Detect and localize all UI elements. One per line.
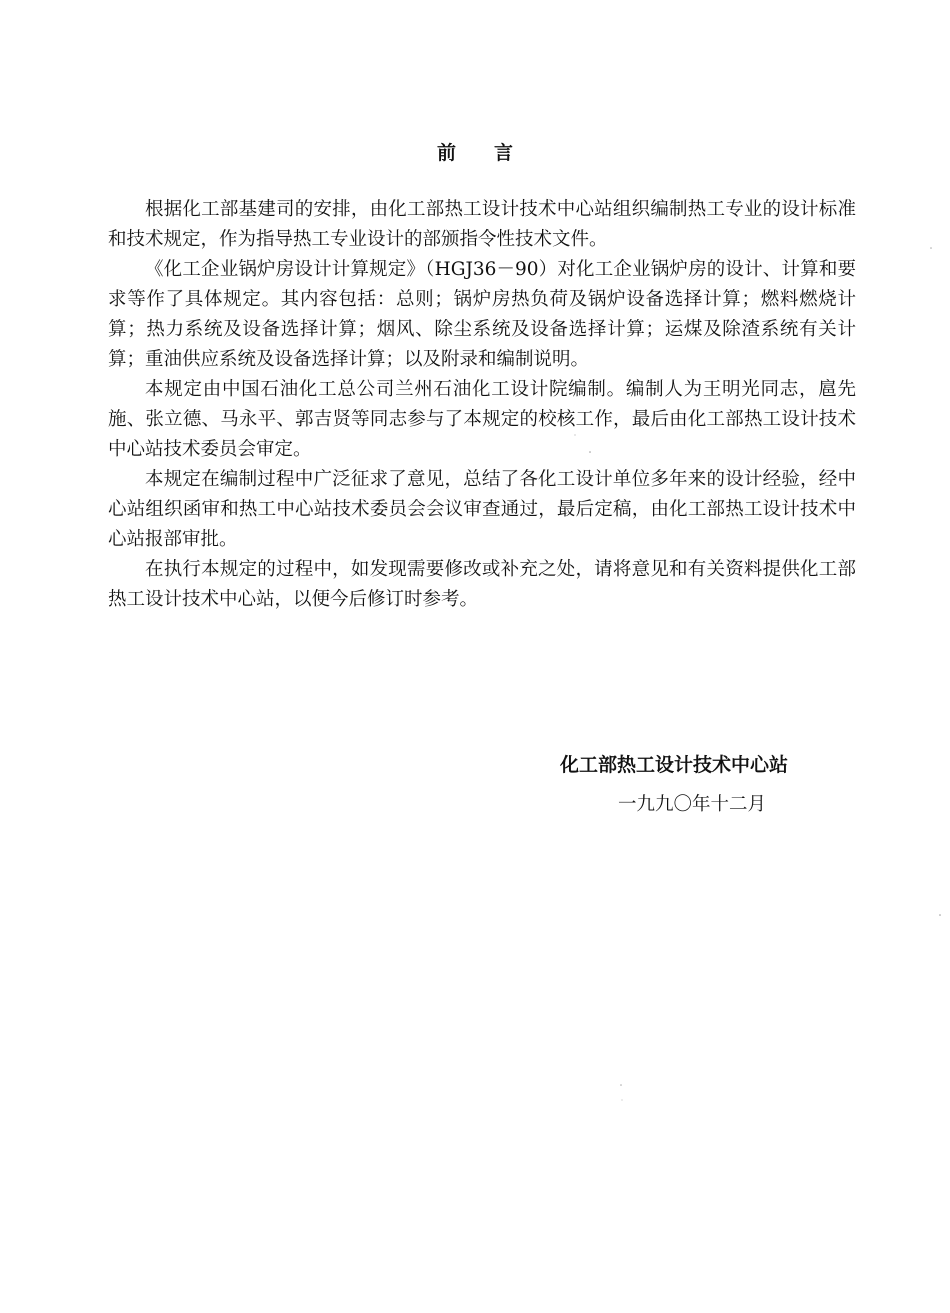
preface-body bbox=[108, 195, 856, 615]
scan-speck bbox=[939, 914, 941, 916]
page-title: 前言 bbox=[436, 142, 551, 164]
paragraph-2: 《化工企业锅炉房设计计算规定》（HGJ36－90）对化工企业锅炉房的设计、计算和要求等作了具体规定。其内容包括：总则；锅炉房热负荷及锅炉设备选择计算；燃料燃烧计算；热力系统及设备选择计算；烟风、除尘系统及设备选择计算；运煤及除渣系统有关计算；重油供应系统及设备选择计算；以及附录和编制说明。 bbox=[108, 259, 856, 370]
paragraph-5: 在执行本规定的过程中，如发现需要修改或补充之处，请将意见和有关资料提供化工部热工设计技术中心站，以便今后修订时参考。 bbox=[108, 559, 856, 610]
paragraph-4: 本规定在编制过程中广泛征求了意见，总结了各化工设计单位多年来的设计经验，经中心站组织函审和热工中心站技术委员会会议审查通过，最后定稿，由化工部热工设计技术中心站报部审批。 bbox=[108, 469, 856, 550]
signature-organization: 化工部热工设计技术中心站 bbox=[560, 754, 789, 776]
signature-date: 一九九〇年十二月 bbox=[618, 794, 767, 815]
scan-speck bbox=[930, 247, 932, 249]
scan-speck bbox=[620, 1084, 622, 1086]
paragraph-3: 本规定由中国石油化工总公司兰州石油化工设计院编制。编制人为王明光同志，扈先施、张立德、马永平、郭吉贤等同志参与了本规定的校核工作，最后由化工部热工设计技术中心站技术委员会审定。 bbox=[108, 379, 856, 460]
scan-speck bbox=[621, 1099, 622, 1100]
paragraph-1: 根据化工部基建司的安排，由化工部热工设计技术中心站组织编制热工专业的设计标准和技术规定，作为指导热工专业设计的部颁指令性技术文件。 bbox=[108, 199, 856, 250]
